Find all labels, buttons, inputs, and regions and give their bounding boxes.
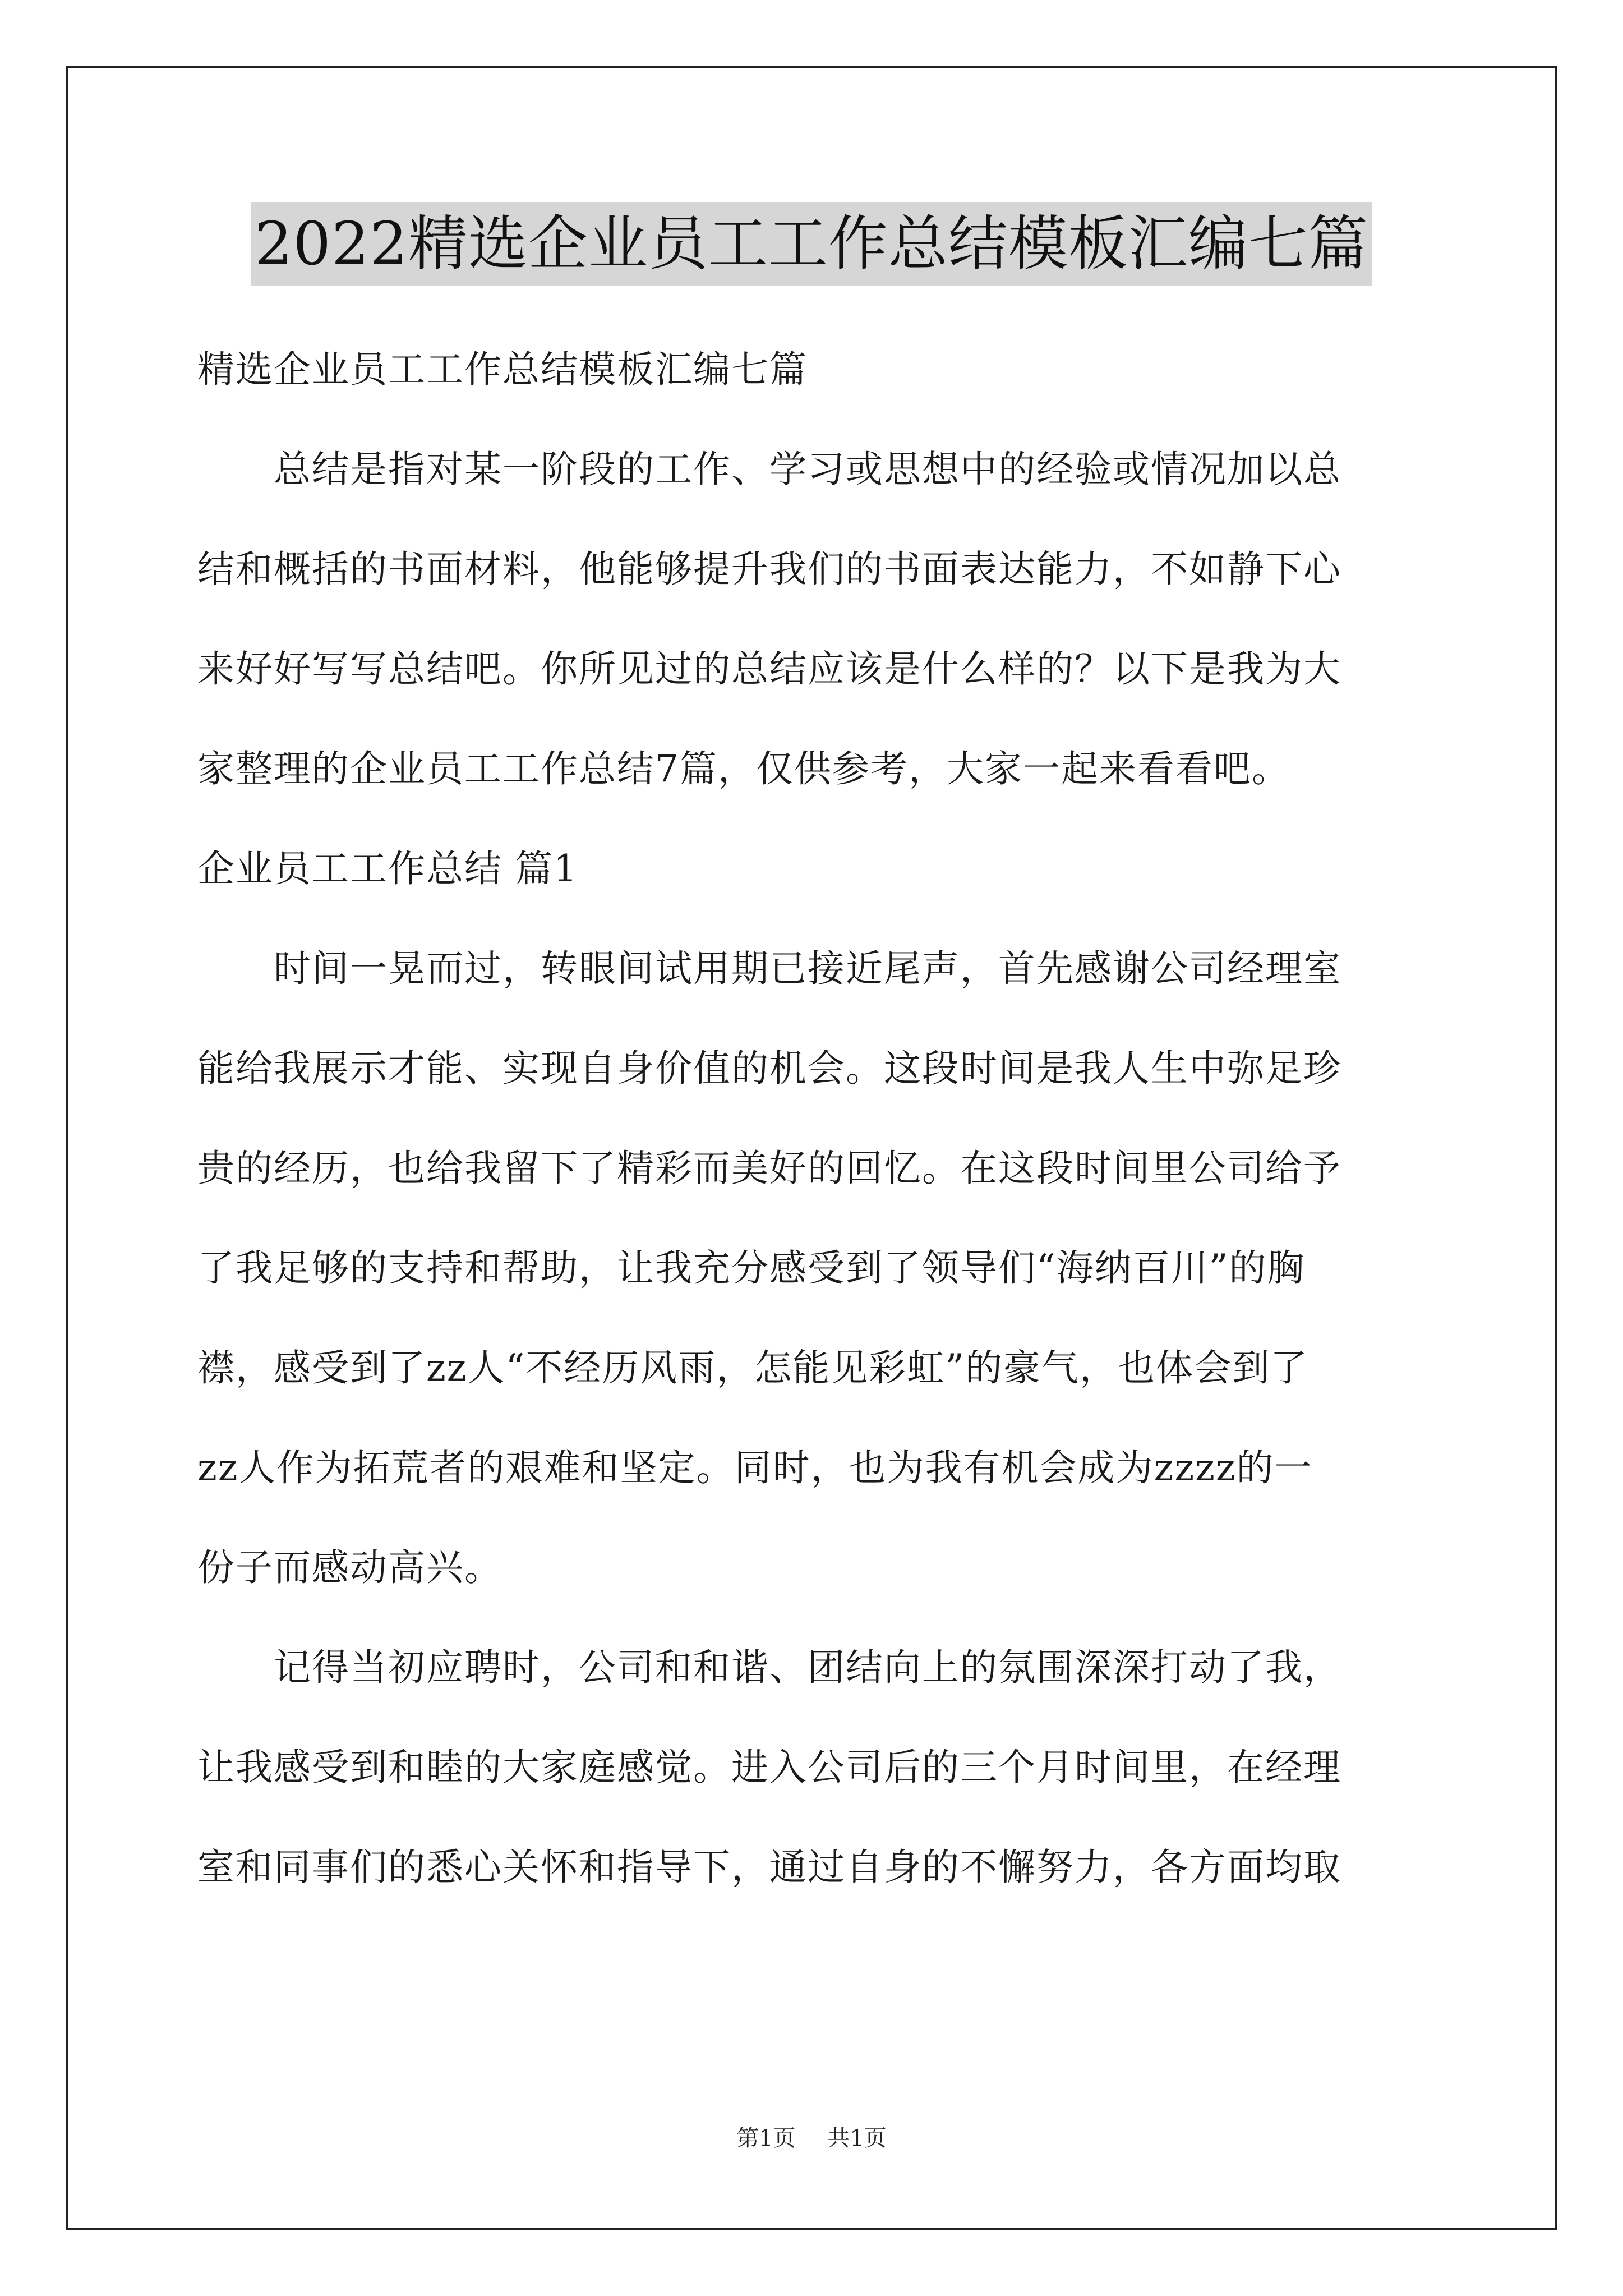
paragraph-line: 记得当初应聘时，公司和和谐、团结向上的氛围深深打动了我，: [274, 1646, 1341, 1689]
paragraph-line: zz人作为拓荒者的艰难和坚定。同时，也为我有机会成为zzzz的一: [197, 1446, 1313, 1489]
intro-line: 总结是指对某一阶段的工作、学习或思想中的经验或情况加以总: [274, 448, 1341, 491]
intro-line: 结和概括的书面材料，他能够提升我们的书面表达能力，不如静下心: [197, 547, 1341, 591]
paragraph-line: 能给我展示才能、实现自身价值的机会。这段时间是我人生中弥足珍: [197, 1047, 1341, 1090]
paragraph-line: 了我足够的支持和帮助，让我充分感受到了领导们“海纳百川”的胸: [197, 1246, 1306, 1290]
page-number-current: 第1页: [736, 2125, 796, 2151]
paragraph-line: 让我感受到和睦的大家庭感觉。进入公司后的三个月时间里，在经理: [197, 1746, 1341, 1789]
paragraph-line: 室和同事们的悉心关怀和指导下，通过自身的不懈努力，各方面均取: [197, 1846, 1341, 1889]
document-title: 2022精选企业员工工作总结模板汇编七篇: [251, 202, 1372, 286]
title-container: [0, 202, 1623, 286]
document-subtitle: 精选企业员工工作总结模板汇编七篇: [197, 348, 808, 391]
paragraph-line: 襟，感受到了zz人“不经历风雨，怎能见彩虹”的豪气，也体会到了: [197, 1346, 1309, 1389]
intro-line: 家整理的企业员工工作总结7篇，仅供参考，大家一起来看看吧。: [197, 747, 1290, 790]
intro-line: 来好好写写总结吧。你所见过的总结应该是什么样的？以下是我为大: [197, 647, 1341, 691]
paragraph-line: 份子而感动高兴。: [197, 1546, 502, 1589]
paragraph-line: 贵的经历，也给我留下了精彩而美好的回忆。在这段时间里公司给予: [197, 1147, 1341, 1190]
page-number-total: 共1页: [827, 2125, 887, 2151]
page-footer: [0, 2120, 1623, 2152]
document-body: [197, 320, 1431, 1917]
paragraph-line: 时间一晃而过，转眼间试用期已接近尾声，首先感谢公司经理室: [274, 947, 1341, 990]
section-heading: 企业员工工作总结 篇1: [197, 847, 578, 890]
